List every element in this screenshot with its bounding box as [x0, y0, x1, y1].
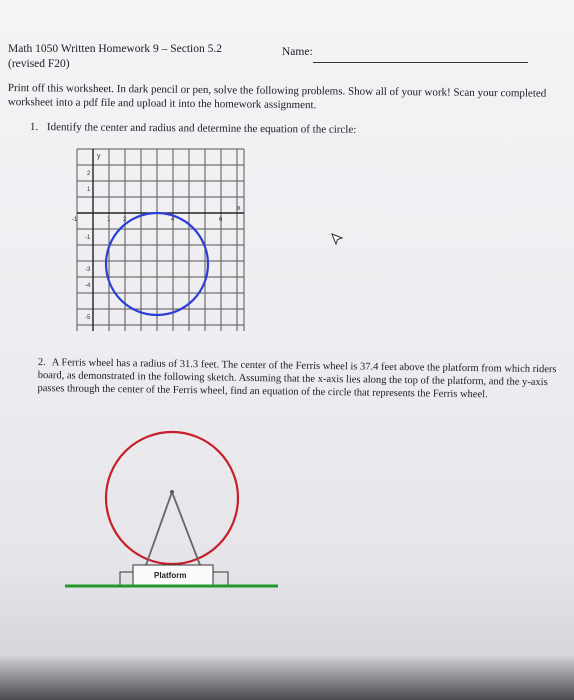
x-axis-label: x — [237, 205, 241, 212]
x-tick-label: 1 — [107, 217, 111, 223]
x-tick-label: 4 — [171, 217, 175, 223]
y-tick-label: -4 — [85, 283, 91, 289]
problem-2 — [37, 356, 562, 402]
y-tick-label: 1 — [87, 187, 91, 193]
support-left — [146, 492, 172, 565]
step-right — [213, 572, 228, 585]
platform-label: Platform — [154, 571, 187, 580]
ferris-wheel-circle — [106, 432, 238, 564]
instructions: Print off this worksheet. In dark pencil or pen, solve the following problems. Show all of your work! Scan your completed worksheet into a pdf file and upload it into the homework assignment. — [7, 81, 547, 112]
worksheet-title: Math 1050 Written Homework 9 – Section 5.2 — [8, 43, 222, 55]
graph-grid — [77, 149, 244, 331]
support-right — [172, 492, 200, 565]
ferris-wheel-sketch — [60, 420, 290, 595]
name-label: Name: — [282, 46, 313, 58]
problem-1 — [30, 121, 356, 136]
step-left — [120, 572, 133, 585]
cursor-icon — [330, 232, 344, 246]
problem-1-text: Identify the center and radius and determine the equation of the circle: — [46, 121, 357, 136]
y-axis-label: y — [97, 153, 101, 160]
graph-axes — [77, 149, 244, 331]
worksheet-revision: (revised F20) — [8, 58, 70, 70]
x-tick-label: -1 — [72, 217, 78, 223]
name-line — [313, 62, 528, 63]
y-tick-label: -3 — [85, 267, 91, 273]
x-tick-label: 6 — [219, 217, 223, 223]
x-tick-label: 2 — [123, 217, 127, 223]
problem-2-text: A Ferris wheel has a radius of 31.3 feet. The center of the Ferris wheel is 37.4 feet above the platform from which riders board, as demonstrated in the following sketch. Assuming that the x-axis lies along the top of the platform, and the y-axis passes through the center of the Ferris wheel, find an equation of the circle that represents the Ferris wheel. — [37, 357, 557, 401]
y-tick-label: -5 — [85, 315, 91, 321]
y-tick-label: 2 — [87, 171, 91, 177]
problem-1-number: 1. — [29, 121, 39, 134]
y-tick-label: -1 — [85, 235, 91, 241]
problem-2-number: 2. — [37, 356, 46, 369]
photo-shadow — [0, 655, 574, 700]
circle-graph — [74, 146, 250, 336]
